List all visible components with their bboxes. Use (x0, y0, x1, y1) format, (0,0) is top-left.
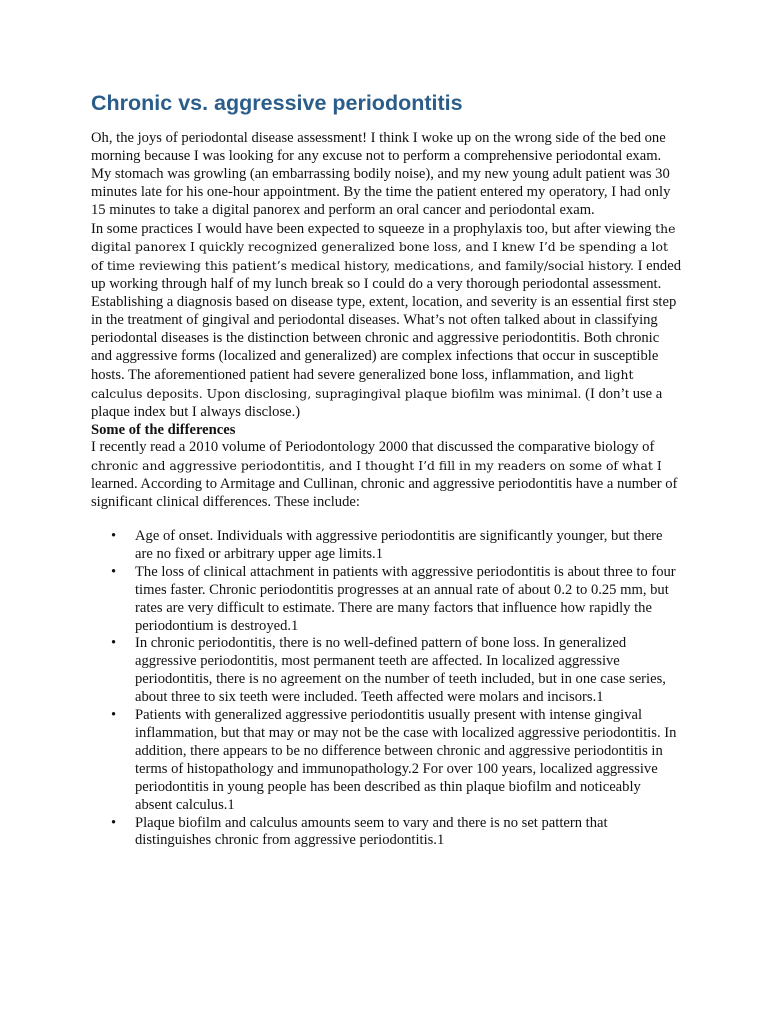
paragraph-reading-part-1: I recently read a 2010 volume of Periodontology 2000 that discussed the comparative biology of (91, 439, 655, 456)
bullet-icon: • (111, 707, 117, 724)
list-item (111, 707, 681, 814)
list-item-text: Age of onset. Individuals with aggressive periodontitis are significantly younger, but there are no fixed or arbitrary upper age limits.1 (135, 528, 663, 562)
bullet-icon: • (111, 814, 117, 831)
list-item (111, 635, 681, 707)
paragraph-practice-part-1: In some practices I would have been expected to squeeze in a prophylaxis too, but after viewing (91, 220, 652, 237)
paragraph-reading-part-2: chronic and aggressive periodontitis, and I thought I’d fill in my readers on some of what I (91, 458, 662, 474)
list-item (111, 563, 681, 636)
document-page (91, 88, 681, 850)
bullet-icon: • (111, 635, 117, 652)
list-item (111, 528, 681, 564)
paragraph-diagnosis (91, 294, 681, 421)
list-item-text: In chronic periodontitis, there is no well-defined pattern of bone loss. In generalized aggressive periodontitis, most permanent teeth are affected. In localized aggressive periodontitis, there is no agreement on the number of teeth included, but in one case series, about three to six teeth were included. Teeth affected were molars and incisors.1 (135, 635, 666, 706)
bullet-icon: • (111, 528, 117, 545)
list-item (111, 814, 681, 851)
list-item-text: Plaque biofilm and calculus amounts seem to vary and there is no set pattern that distinguishes chronic from aggressive periodontitis.1 (135, 814, 608, 849)
paragraph-reading-part-3: learned. According to Armitage and Cullinan, chronic and aggressive periodontitis have a number of significant clinical differences. These include: (91, 476, 678, 511)
differences-list (91, 528, 681, 850)
page-title: Chronic vs. aggressive periodontitis (91, 91, 463, 115)
bullet-icon: • (111, 563, 117, 580)
paragraph-intro: Oh, the joys of periodontal disease assessment! I think I woke up on the wrong side of the bed one morning because I was looking for any excuse not to perform a comprehensive periodontal exam. My stomach was growling (an embarrassing bodily noise), and my new young adult patient was 30 minutes late for his one-hour appointment. By the time the patient entered my operatory, I had only 15 minutes to take a digital panorex and perform an oral cancer and periodontal exam. (91, 130, 671, 218)
paragraph-practice-part-2: the digital panorex I quickly recognized generalized bone loss, and I knew I’d be spending a lot of time reviewing this patient’s medical history, medications, and family/social history. (91, 220, 676, 274)
paragraph-reading (91, 439, 681, 512)
paragraph-diagnosis-part-3: (I don’t use a plaque index but I always disclose.) (91, 385, 663, 420)
paragraph-practice-part-3: I ended up working through half of my lunch break so I could do a very thorough periodontal assessment. (91, 258, 681, 293)
section-subheading: Some of the differences (91, 421, 236, 438)
paragraph-practice (91, 220, 681, 295)
paragraph-diagnosis-part-1: Establishing a diagnosis based on disease type, extent, location, and severity is an essential first step in the treatment of gingival and periodontal diseases. What’s not often talked about in classifying periodontal diseases is the distinction between chronic and aggressive periodontitis. Both chronic and aggressive forms (localized and generalized) are complex infections that occur in susceptible hosts. The aforementioned patient had severe generalized bone loss, inflammation, (91, 294, 677, 383)
paragraph-diagnosis-part-2: and light calculus deposits. Upon disclosing, supragingival plaque biofilm was minimal. (91, 366, 634, 401)
list-item-text: The loss of clinical attachment in patients with aggressive periodontitis is about three to four times faster. Chronic periodontitis progresses at an annual rate of about 0.2 to 0.25 mm, but rates are very difficult to estimate. There are many factors that influence how rapidly the periodontium is destroyed.1 (135, 563, 676, 634)
list-item-text: Patients with generalized aggressive periodontitis usually present with intense gingival inflammation, but that may or may not be the case with localized aggressive periodontitis. In addition, there appears to be no difference between chronic and aggressive periodontitis in terms of histopathology and immunopathology.2 For over 100 years, localized aggressive periodontitis in young people has been described as thin plaque biofilm and noticeably absent calculus.1 (135, 707, 677, 813)
article-body (91, 130, 681, 850)
